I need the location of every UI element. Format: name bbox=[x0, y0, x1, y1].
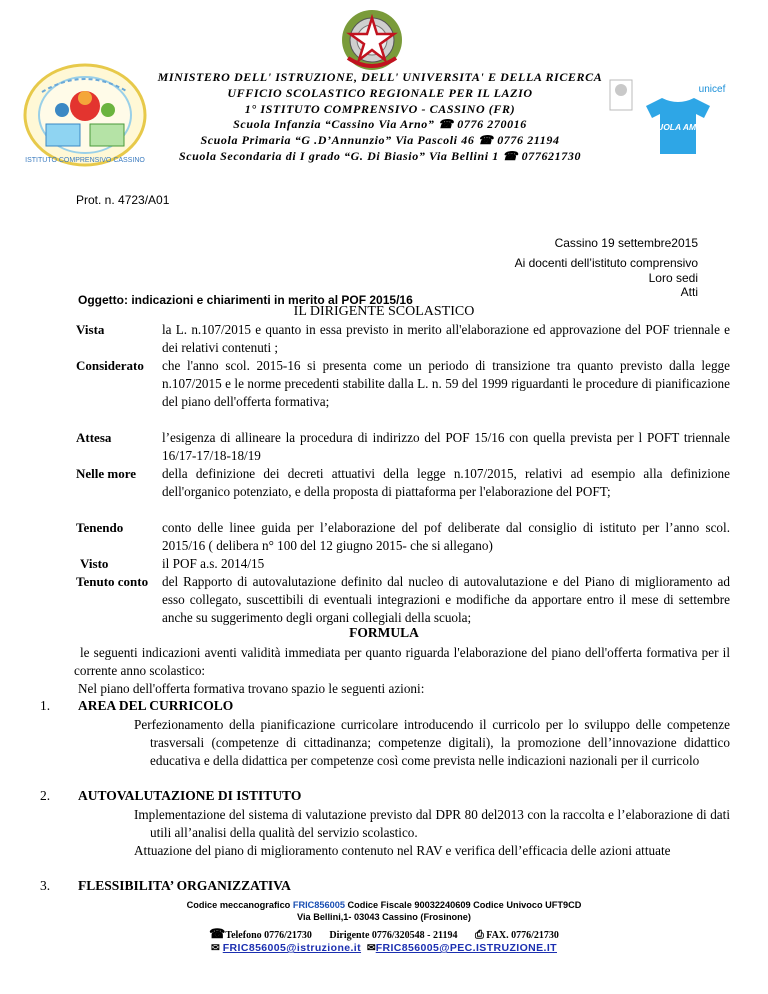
recipient-line: Loro sedi bbox=[648, 271, 698, 285]
clause-text-visto: il POF a.s. 2014/15 bbox=[162, 556, 265, 571]
school-secondaria-phone: 077621730 bbox=[521, 149, 582, 163]
clause-text-tenuto-conto: del Rapporto di autovalutazione definito dal nucleo di autovalutazione e del Piano di miglioramento ad esso collegato, suscettibili di eventuali integrazioni e modifiche da apportare entro il mese di settembre anche su suggerimento degli organi collegiali della scuola; bbox=[162, 574, 730, 625]
clause-text-attesa: l’esigenza di allineare la procedura di indirizzo del POF 15/16 con quella prevista per l POFT triennale 16/17-17/18-18/19 bbox=[162, 430, 730, 463]
formula-heading: FORMULA bbox=[349, 625, 419, 640]
clause-label-tenendo: Tenendo bbox=[76, 520, 124, 535]
school-primaria-line bbox=[150, 133, 610, 148]
letter-subject: Oggetto: indicazioni e chiarimenti in merito al POF 2015/16 bbox=[78, 293, 413, 307]
svg-text:ISTITUTO COMPRENSIVO CASSINO: ISTITUTO COMPRENSIVO CASSINO bbox=[25, 157, 145, 164]
telephone-icon: ☎ bbox=[478, 133, 494, 147]
footer-dirigente: Dirigente 0776/320548 - 21194 bbox=[329, 930, 458, 941]
protocol-number: Prot. n. 4723/A01 bbox=[76, 193, 170, 207]
unicef-scuola-amica-icon bbox=[608, 78, 728, 156]
section-text-curricolo: Perfezionamento della pianificazione curricolare introducendo il curricolo per lo sviluppo delle competenze trasversali (competenze di cittadinanza; competenze digitali), la promozione dell’innovazione didattico educativa e della didattica per competenze così come prevista nelle indicazioni nazionali per il curricolo bbox=[134, 717, 730, 768]
telephone-icon: ☎ bbox=[209, 926, 226, 941]
section-text-autovalutazione: Implementazione del sistema di valutazione previsto dal DPR 80 del2013 con la raccolta e l’elaborazione di dati utili all’analisi della qualità del servizio scolastico. bbox=[134, 807, 730, 840]
school-secondaria-line bbox=[150, 149, 610, 164]
section-number: 2. bbox=[40, 788, 51, 803]
telephone-icon: ☎ bbox=[438, 117, 454, 131]
clause-text-nelle-more: della definizione dei decreti attuativi della legge n.107/2015, relativi ad esempio alla definizione dell'organico potenziato, e della proposta di piattaforma per l'elaborazione del POFT; bbox=[162, 466, 730, 499]
section-text-miglioramento: Attuazione del piano di miglioramento contenuto nel RAV e verifica dell’efficacia delle azioni attuate bbox=[134, 843, 671, 858]
school-infanzia-line bbox=[150, 117, 610, 132]
institute-title: 1° ISTITUTO COMPRENSIVO - CASSINO (FR) bbox=[244, 102, 516, 116]
recipient-line: Atti bbox=[680, 285, 698, 299]
section-title-curricolo: AREA DEL CURRICOLO bbox=[78, 698, 234, 713]
footer-contacts bbox=[0, 926, 768, 942]
school-secondaria-name: Scuola Secondaria di I grado “G. Di Biasio” Via Bellini 1 bbox=[178, 149, 499, 163]
svg-text:unicef: unicef bbox=[698, 84, 726, 95]
footer-school-code: FRIC856005 bbox=[292, 900, 345, 910]
footer-phone: Telefono 0776/21730 bbox=[225, 930, 312, 941]
footer-emails bbox=[0, 942, 768, 954]
clause-label-visto: Visto bbox=[80, 556, 109, 571]
signer-title: IL DIRIGENTE SCOLASTICO bbox=[293, 304, 475, 319]
letter-date: Cassino 19 settembre2015 bbox=[554, 236, 698, 250]
footer-code-suffix: Codice Fiscale 90032240609 Codice Univoco UFT9CD bbox=[344, 900, 582, 910]
regional-office-title: UFFICIO SCOLASTICO REGIONALE PER IL LAZIO bbox=[227, 86, 533, 100]
fax-icon: ⎙ bbox=[474, 929, 484, 941]
section-title-flessibilita: FLESSIBILITA’ ORGANIZZATIVA bbox=[78, 878, 291, 893]
actions-intro: Nel piano dell'offerta formativa trovano spazio le seguenti azioni: bbox=[78, 681, 425, 696]
clause-label-nelle-more: Nelle more bbox=[76, 466, 137, 481]
telephone-icon: ☎ bbox=[502, 149, 519, 163]
italian-republic-emblem-icon bbox=[340, 8, 404, 72]
clause-text-vista: la L. n.107/2015 e quanto in essa previsto in merito all'elaborazione ed approvazione del POF triennale e dei relativi contenuti ; bbox=[162, 322, 730, 355]
footer-pec-link[interactable]: FRIC856005@PEC.ISTRUZIONE.IT bbox=[375, 942, 557, 954]
envelope-icon: ✉ bbox=[211, 942, 220, 954]
footer-codes bbox=[0, 900, 768, 910]
section-number: 1. bbox=[40, 698, 51, 713]
clause-text-considerato: che l'anno scol. 2015-16 si presenta come un periodo di transizione tra quanto previsto dalla legge n.107/2015 e le norme precedenti stabilite dalla L. n. 59 del 1999 riguardanti le procedure di pianificazione del piano dell'offerta formativa; bbox=[162, 358, 730, 409]
footer-fax: FAX. 0776/21730 bbox=[486, 930, 559, 941]
school-infanzia-phone: 0776 270016 bbox=[457, 117, 527, 131]
school-primaria-name: Scuola Primaria “G .D’Annunzio” Via Pascoli 46 bbox=[200, 133, 475, 147]
school-logo-icon bbox=[22, 62, 148, 168]
recipient-line: Ai docenti dell’istituto comprensivo bbox=[514, 256, 698, 270]
footer-email-link[interactable]: FRIC856005@istruzione.it bbox=[222, 942, 362, 954]
footer-code-prefix: Codice meccanografico bbox=[186, 900, 293, 910]
clause-label-tenuto-conto: Tenuto conto bbox=[76, 574, 149, 589]
section-title-autovalutazione: AUTOVALUTAZIONE DI ISTITUTO bbox=[78, 788, 302, 803]
clause-text-tenendo: conto delle linee guida per l’elaborazione del pof deliberate dal consiglio di istituto per l’anno scol. 2015/16 ( delibera n° 100 del 12 giugno 2015- che si allegano) bbox=[162, 520, 730, 553]
envelope-icon: ✉ bbox=[366, 942, 376, 954]
ministry-title: MINISTERO DELL' ISTRUZIONE, DELL' UNIVERSITA' E DELLA RICERCA bbox=[157, 70, 603, 84]
school-infanzia-name: Scuola Infanzia “Cassino Via Arno” bbox=[233, 117, 435, 131]
formula-intro: le seguenti indicazioni aventi validità immediata per quanto riguarda l'elaborazione del piano dell'offerta formativa per il corrente anno scolastico: bbox=[74, 645, 730, 678]
school-primaria-phone: 0776 21194 bbox=[497, 133, 560, 147]
clause-label-vista: Vista bbox=[76, 322, 105, 337]
section-number: 3. bbox=[40, 878, 51, 893]
clause-label-considerato: Considerato bbox=[76, 358, 144, 373]
svg-text:SCUOLA AMICA: SCUOLA AMICA bbox=[645, 122, 711, 132]
footer-address: Via Bellini,1- 03043 Cassino (Frosinone) bbox=[297, 912, 471, 922]
clause-label-attesa: Attesa bbox=[76, 430, 112, 445]
